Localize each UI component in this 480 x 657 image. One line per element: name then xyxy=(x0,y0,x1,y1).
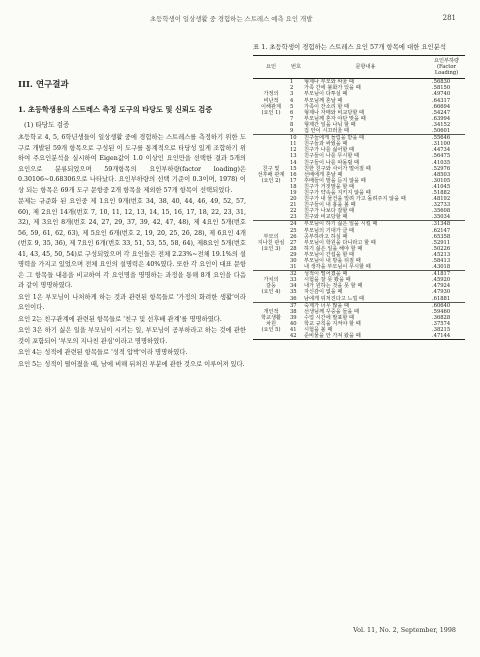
factor-cell xyxy=(253,128,289,135)
num-cell: 33 xyxy=(290,277,297,284)
factor-cell: 차원 xyxy=(265,320,277,327)
item-cell: 공부하라고 하실 때 xyxy=(304,233,348,240)
loading-cell: .34152 xyxy=(432,121,451,128)
num-cell: 32 xyxy=(289,271,303,278)
factor-cell: 학교생활 xyxy=(260,314,282,321)
loading-cell: .52911 xyxy=(432,239,451,246)
item-cell: 부모님께 혼자 야단 맞을 때 xyxy=(304,115,366,122)
factor-cell: 친구 및 xyxy=(262,165,280,172)
num-cell: 31 xyxy=(290,264,297,271)
num-cell: 27 xyxy=(290,239,297,246)
item-cell: 형제간 일을 나눠 할 때 xyxy=(304,121,356,128)
table-row xyxy=(253,221,465,228)
item-cell: 하기 싫은 일을 해야 할 때 xyxy=(304,245,363,252)
num-cell: 36 xyxy=(290,295,297,302)
loading-cell: .47144 xyxy=(428,333,465,340)
num-cell: 1 xyxy=(290,79,294,86)
paragraph: 요인 2는 친구관계에 관련된 항목들로 '친구 및 선후배 관계'를 명명하였다. xyxy=(18,315,222,323)
num-cell: 21 xyxy=(290,202,297,209)
item-cell: 친구가 약속을 지키지 않을 때 xyxy=(304,189,371,196)
running-header xyxy=(0,14,480,28)
loading-cell: .48503 xyxy=(432,171,451,178)
paragraph: 요인 4는 성적에 관련된 항목들로 '성적 압박'이라 명명하였다. xyxy=(18,349,188,356)
factor-table xyxy=(253,55,465,340)
paragraph: 요인 5는 성적이 떨어졌을 때, 남에 비해 뒤처진 부분에 관한 것으로 이루어져 있다. xyxy=(18,360,245,368)
loading-cell: .32733 xyxy=(432,202,451,209)
factor-cell: (요인 3) xyxy=(261,245,281,252)
subsubsection-title: (1) 타당도 검증 xyxy=(24,121,70,129)
item-cell: 친구가 내 물건을 빌려 가고 돌려주지 않을 때 xyxy=(304,196,406,203)
paragraph: 요인 3은 하기 싫은 일을 부모님이 시키는 일, 부모님이 공부하라고 하는 것에 관한 것이 포함되어 '부모의 지나친 관심'이라고 명명하였다. xyxy=(18,327,246,345)
num-cell: 22 xyxy=(290,208,297,215)
loading-cell: .31100 xyxy=(432,141,451,148)
loading-cell: .41045 xyxy=(432,183,451,190)
item-cell: 부모님이 간섭을 할 때 xyxy=(304,251,355,258)
loading-cell: .65358 xyxy=(432,233,451,240)
footer-citation: Vol. 11, No. 2, September, 1998 xyxy=(353,626,456,634)
table-row xyxy=(253,302,465,309)
loading-cell: .48192 xyxy=(432,196,451,203)
table-row xyxy=(253,333,465,340)
factor-cell xyxy=(253,296,289,303)
num-cell: 11 xyxy=(290,141,297,148)
table-row xyxy=(253,128,465,135)
table-caption: 표 1. 초등학생이 경험하는 스트레스 요인 57개 항목에 대한 요인분석 xyxy=(253,43,447,51)
item-cell: 수업 시간에 발표할 때 xyxy=(304,314,355,321)
factor-cell xyxy=(253,333,289,340)
num-cell: 24 xyxy=(289,221,303,228)
num-cell: 16 xyxy=(290,171,297,178)
item-cell: 부모님께 혼날 때 xyxy=(304,97,343,104)
num-cell: 2 xyxy=(290,85,294,92)
loading-cell: .41035 xyxy=(432,159,451,166)
table-row xyxy=(253,135,465,142)
num-cell: 34 xyxy=(290,283,297,290)
table-header-row xyxy=(253,56,465,79)
table-row xyxy=(253,214,465,221)
item-cell: 친구와 비교당할 때 xyxy=(304,214,348,221)
factor-cell: (요인 1) xyxy=(261,109,281,116)
right-column xyxy=(253,42,465,340)
loading-cell: .63994 xyxy=(432,115,451,122)
num-cell: 35 xyxy=(290,289,297,296)
num-cell: 20 xyxy=(290,196,297,203)
loading-cell: .64317 xyxy=(432,97,451,104)
num-cell: 19 xyxy=(290,189,297,196)
num-cell: 38 xyxy=(290,308,297,315)
item-cell: 내 생각을 부모님이 무시할 때 xyxy=(304,264,371,271)
subsection-title: 1. 초등학생용의 스트레스 측정 도구의 타당도 및 신뢰도 검증 xyxy=(18,105,213,114)
factor-cell: 부모의 xyxy=(263,233,279,240)
item-cell: 친구가 거짓말을 할 때 xyxy=(304,183,355,190)
item-cell: 가족 간에 불화가 있을 때 xyxy=(304,85,361,92)
item-cell: 남에게 뒤처진다고 느낄 때 xyxy=(304,295,365,302)
item-cell: 친구가 나보다 잘할 때 xyxy=(304,208,355,215)
num-cell: 39 xyxy=(290,314,297,321)
num-cell: 9 xyxy=(290,128,294,135)
loading-cell: .61881 xyxy=(432,295,451,302)
factor-cell xyxy=(253,214,289,221)
loading-cell: .35608 xyxy=(432,208,451,215)
item-cell: 가족이 잔소리 할 때 xyxy=(304,103,350,110)
item-cell: 후배들이 말을 듣지 않을 때 xyxy=(304,177,366,184)
loading-cell: .58150 xyxy=(432,85,451,92)
num-cell: 41 xyxy=(290,327,297,334)
num-cell: 4 xyxy=(290,97,294,104)
num-cell: 6 xyxy=(290,109,294,116)
paragraph: 요인 1은 부모님이 나처하게 하는 것과 관련된 항목들로 '가정의 화려한 생활'이라 요인이다. xyxy=(18,293,246,311)
item-cell: 부모님이 학원을 다니라고 할 때 xyxy=(304,239,376,246)
num-cell: 40 xyxy=(290,320,297,327)
factor-cell xyxy=(253,135,289,142)
item-cell: 부모님이 다투실 때 xyxy=(304,91,348,98)
item-cell: 부모님의 기대가 클 때 xyxy=(304,227,355,234)
factor-cell: (요인 5) xyxy=(261,327,281,334)
loading-cell: .35034 xyxy=(432,214,451,221)
loading-cell: .47930 xyxy=(432,289,451,296)
loading-cell: .43018 xyxy=(432,264,451,271)
loading-cell: .54247 xyxy=(432,109,451,116)
loading-cell: .37574 xyxy=(432,320,451,327)
num-cell: 14 xyxy=(290,159,297,166)
table-row xyxy=(253,296,465,303)
item-cell: 친구들과 싸웠을 때 xyxy=(304,141,348,148)
loading-cell: .45920 xyxy=(432,277,451,284)
factor-cell: 선후배 관계 xyxy=(257,171,285,178)
paragraph: 초등학교 4, 5, 6학년생들이 일상생활 중에 경험하는 스트레스를 측정하기 위한 도구로 개발된 59개 항목으로 구성된 이 도구를 통계적으로 타당성 있게 조합하기 위하여 주요인분석을 실시하여 Eigen값이 1.0 이상인 요인만을 선택한 결과 5개의 요인으로 분류되었으며 59개항목의 요인부하량(factor loading)은 0.30106~0.68306으로 나타났다. 요인부하량의 선택 기준이 0.3이며, 1978) 이상 되는 항목은 69개 도구 문항중 2개 항목을 제외한 57개 항목이 선택되었다. xyxy=(18,134,246,194)
factor-cell: 비난적 xyxy=(263,97,279,104)
factor-cell xyxy=(253,302,289,309)
item-cell: 숙제가 너무 많을 때 xyxy=(303,302,428,309)
num-cell: 15 xyxy=(290,165,297,172)
item-cell: 친구들이 나를 따돌릴 때 xyxy=(304,159,360,166)
table-row xyxy=(253,271,465,278)
factor-cell: 가정의 xyxy=(263,91,279,98)
item-cell: 친구들에게 놀림을 받을 때 xyxy=(303,135,428,142)
item-cell: 형제나 자매와 비교당할 때 xyxy=(304,109,365,116)
num-cell: 10 xyxy=(289,135,303,142)
factor-cell: (요인 2) xyxy=(261,177,281,184)
num-cell: 30 xyxy=(290,258,297,264)
num-cell: 13 xyxy=(290,153,297,160)
header-factor: 요인 xyxy=(253,56,289,79)
loading-cell: .58413 xyxy=(432,258,451,264)
header-num: 번호 xyxy=(289,56,303,79)
factor-cell: 갈등 xyxy=(265,283,277,290)
factor-cell xyxy=(253,79,289,86)
factor-cell: 이해관계 xyxy=(260,103,282,110)
paragraph: 문제는 규준화 된 요인중 제 1요인 9개(번호 34, 38, 40, 44, 46, 49, 52, 57, 60), 제 2요인 14개(번호 7, 10, 11, 12, 13, 14, 15, 16, 17, 18, 22, 23, 31, 32), 제 3요인 8개(번호 24, 27, 29, 37, 39, 42, 47, 48), 제 4요인 5개(번호 56, 59, 61, 62, 63), 제 5요인 6개(번호 2, 19, 20, 25, 26, 28), 제 6요인 4개(번호 9, 35, 36), 제 7요인 6개(번호 33, 51, 53, 55, 58, 64), 제8요인 5개(번호 41, 43, 45, 50, 54)로 구성되었으며 각 요인들은 전체 2.23%~전체 19.1%의 설명력을 가지고 있었으며 전체 요인의 설명력은 40%였다. 또한 각 요인이 대표 문항은 그 항목들 내용을 비교하여 각 요인명을 명명하는 과정을 통해 8개 요인을 다음과 같이 명명하였다. xyxy=(18,198,246,289)
num-cell: 26 xyxy=(290,233,297,240)
factor-cell xyxy=(253,264,289,271)
num-cell: 37 xyxy=(289,302,303,309)
num-cell: 7 xyxy=(290,115,294,122)
num-cell: 23 xyxy=(290,214,297,221)
num-cell: 29 xyxy=(290,251,297,258)
loading-cell: .41817 xyxy=(428,271,465,278)
table-body xyxy=(253,79,465,340)
item-cell: 친한 친구와 사이가 멀어질 때 xyxy=(304,165,371,172)
item-cell: 부모님이 하기 싫은 일을 시킬 때 xyxy=(303,221,428,228)
item-cell: 선배에게 혼날 때 xyxy=(304,171,343,178)
loading-cell: .44734 xyxy=(432,147,451,154)
loading-cell: .51882 xyxy=(432,189,451,196)
num-cell: 42 xyxy=(289,333,303,340)
running-title: 초등학생이 일상생활 중 경험하는 스트레스 예측 요인 개발 xyxy=(150,15,313,23)
loading-cell: .56830 xyxy=(432,79,451,86)
loading-cell: .30105 xyxy=(432,177,451,184)
item-cell: 시험을 볼 때 xyxy=(304,327,333,334)
loading-cell: .36828 xyxy=(432,314,451,321)
loading-cell: .45213 xyxy=(432,251,451,258)
loading-cell: .56475 xyxy=(432,153,451,160)
num-cell: 25 xyxy=(290,227,297,234)
num-cell: 3 xyxy=(290,91,294,98)
item-cell: 자신감이 없을 때 xyxy=(304,289,343,296)
loading-cell: .62147 xyxy=(432,227,451,234)
item-cell: 친구들이 내 흉을 볼 때 xyxy=(304,202,356,209)
num-cell: 8 xyxy=(290,121,294,128)
item-cell: 선생님께 꾸중을 들을 때 xyxy=(304,308,360,315)
loading-cell: .38215 xyxy=(432,327,451,334)
item-cell: 친구들이 나를 무시할 때 xyxy=(304,153,360,160)
loading-cell: .49740 xyxy=(432,91,451,98)
table-row xyxy=(253,264,465,271)
item-cell: 형제나 부모와 싸울 때 xyxy=(304,79,355,86)
num-cell: 18 xyxy=(290,183,297,190)
loading-cell: .50226 xyxy=(432,245,451,252)
loading-cell: .55646 xyxy=(428,135,465,142)
item-cell: 학교 규칙을 지켜야 할 때 xyxy=(304,320,361,327)
loading-cell: .47924 xyxy=(432,283,451,290)
loading-cell: .31348 xyxy=(428,221,465,228)
item-cell: 부모님이 내 방을 뒤질 때 xyxy=(304,258,361,264)
factor-cell xyxy=(253,221,289,228)
item-cell: 내가 원하는 것을 못 할 때 xyxy=(304,283,363,290)
item-cell: 집 안이 시끄러울 때 xyxy=(304,128,350,135)
loading-cell: .60640 xyxy=(428,302,465,309)
factor-cell: 지나친 관심 xyxy=(257,239,285,246)
loading-cell: .59460 xyxy=(432,308,451,315)
num-cell: 5 xyxy=(290,103,294,110)
loading-cell: .52976 xyxy=(432,165,451,172)
num-cell: 12 xyxy=(290,147,297,154)
page-number: 281 xyxy=(442,14,456,22)
left-column xyxy=(18,78,246,371)
factor-cell: 가치의 xyxy=(263,277,279,284)
loading-cell: .50601 xyxy=(432,128,451,135)
factor-cell: (요인 4) xyxy=(261,289,281,296)
num-cell: 28 xyxy=(290,245,297,252)
item-cell: 준비물을 안 가져 왔을 때 xyxy=(303,333,428,340)
num-cell: 17 xyxy=(290,177,297,184)
item-cell: 친구가 나를 싫어할 때 xyxy=(304,147,355,154)
section-title: III. 연구결과 xyxy=(18,80,69,90)
factor-cell: 개인적 xyxy=(263,308,279,315)
loading-cell: .66694 xyxy=(432,103,451,110)
header-item: 문항내용 xyxy=(303,56,428,79)
item-cell: 성적이 떨어졌을 때 xyxy=(303,271,428,278)
header-loading: 요인부하량 (Factor Loading) xyxy=(428,56,465,79)
item-cell: 시험을 잘 못 봤을 때 xyxy=(304,277,351,284)
